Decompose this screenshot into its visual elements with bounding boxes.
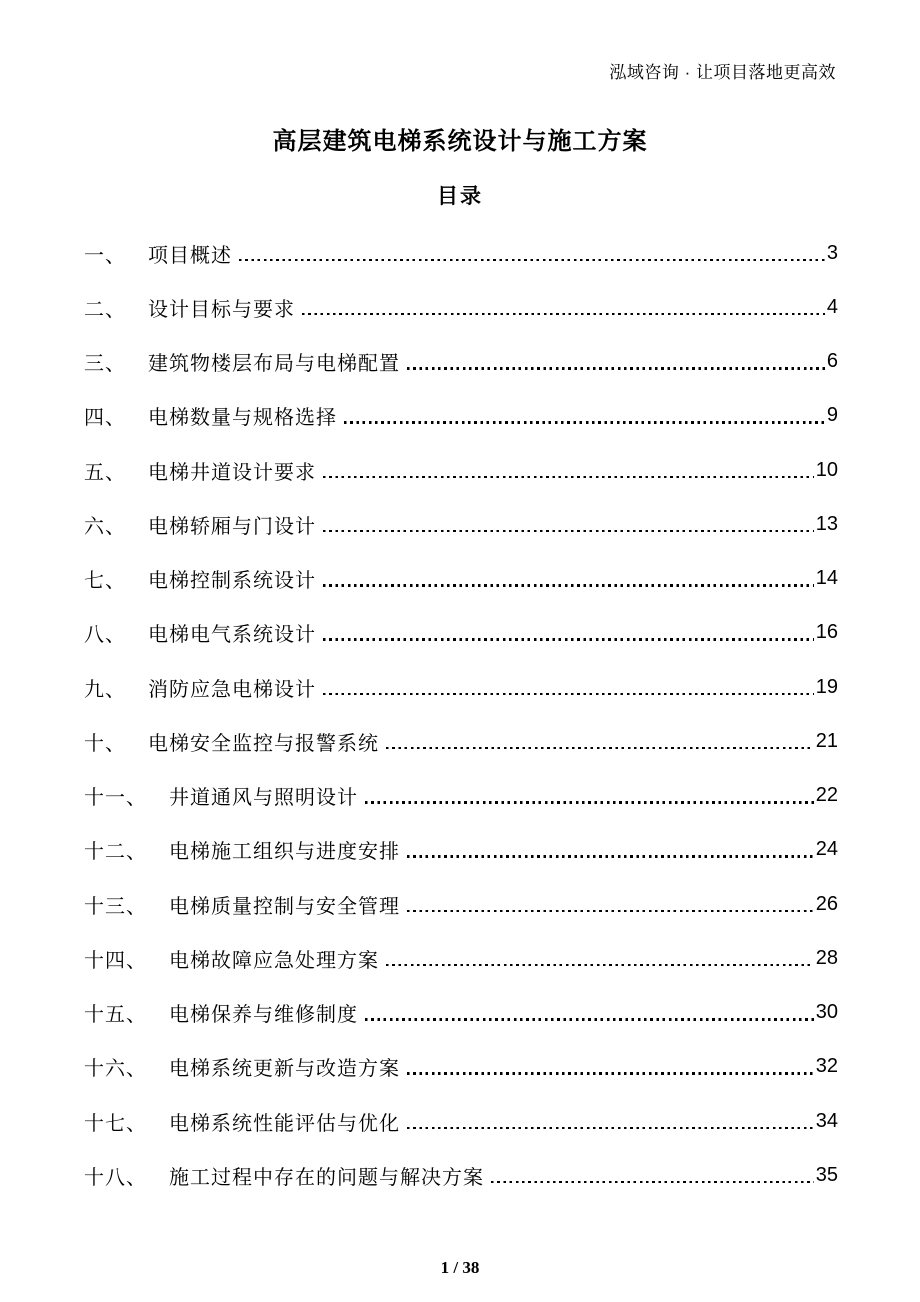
toc-entry-page: 26 (815, 892, 838, 915)
toc-entry-page: 22 (815, 784, 838, 807)
toc-dot-leader (323, 623, 814, 643)
toc-entry-title: 电梯轿厢与门设计 (148, 515, 316, 538)
toc-entry-page: 9 (826, 404, 838, 427)
toc-entry-page: 34 (815, 1109, 838, 1132)
toc-entry-page: 10 (815, 458, 838, 481)
toc-entry-title: 井道通风与照明设计 (169, 787, 358, 810)
toc-entry-title: 电梯电气系统设计 (148, 624, 316, 647)
toc-dot-leader (323, 514, 814, 534)
toc-entry-number: 十八、 (84, 1166, 147, 1189)
toc-entry-title: 设计目标与要求 (148, 298, 295, 321)
toc-entry-number: 七、 (84, 570, 126, 593)
toc-dot-leader (386, 731, 814, 751)
toc-entry-page: 13 (815, 512, 838, 535)
toc-entry[interactable] (84, 280, 838, 334)
toc-entry-title: 电梯质量控制与安全管理 (169, 895, 400, 918)
toc-dot-leader (491, 1165, 814, 1185)
toc-entry-page: 28 (815, 946, 838, 969)
toc-entry-number: 五、 (84, 461, 126, 484)
toc-dot-leader (407, 352, 825, 372)
toc-entry-title: 项目概述 (148, 244, 232, 267)
toc-dot-leader (386, 948, 814, 968)
toc-dot-leader (365, 786, 814, 806)
toc-entry-number: 二、 (84, 298, 126, 321)
toc-entry[interactable] (84, 714, 838, 768)
toc-entry-title: 施工过程中存在的问题与解决方案 (169, 1166, 484, 1189)
toc-dot-leader (365, 1003, 814, 1023)
page-number-indicator: 1 / 38 (440, 1258, 480, 1277)
toc-entry[interactable] (84, 660, 838, 714)
toc-heading: 目录 (437, 185, 483, 208)
toc-entry-page: 24 (815, 838, 838, 861)
toc-entry-number: 十一、 (84, 787, 147, 810)
toc-entry-page: 32 (815, 1055, 838, 1078)
toc-dot-leader (407, 894, 814, 914)
toc-entry-number: 四、 (84, 407, 126, 430)
toc-entry-number: 三、 (84, 353, 126, 376)
toc-entry-number: 十四、 (84, 949, 147, 972)
toc-entry-page: 3 (826, 241, 838, 264)
toc-dot-leader (302, 297, 825, 317)
toc-entry-number: 一、 (84, 244, 126, 267)
toc-entry-page: 4 (826, 295, 838, 318)
toc-entry-page: 14 (815, 567, 838, 590)
toc-dot-leader (407, 1111, 814, 1131)
toc-dot-leader (323, 569, 814, 589)
toc-entry-number: 十三、 (84, 895, 147, 918)
toc-entry-title: 电梯施工组织与进度安排 (169, 841, 400, 864)
toc-entry[interactable] (84, 226, 838, 280)
toc-entry-page: 35 (815, 1163, 838, 1186)
toc-entry[interactable] (84, 335, 838, 389)
header-brand-text: 泓域咨询 · 让项目落地更高效 (609, 63, 836, 82)
toc-entry[interactable] (84, 823, 838, 877)
toc-entry[interactable] (84, 443, 838, 497)
toc-entry-page: 21 (815, 729, 838, 752)
toc-entry-title: 电梯安全监控与报警系统 (148, 732, 379, 755)
toc-entry-number: 十七、 (84, 1112, 147, 1135)
toc-entry[interactable] (84, 389, 838, 443)
toc-entry-number: 十、 (84, 732, 126, 755)
toc-entry-title: 电梯故障应急处理方案 (169, 949, 379, 972)
toc-entry-title: 电梯数量与规格选择 (148, 407, 337, 430)
toc-entry[interactable] (84, 769, 838, 823)
toc-entry[interactable] (84, 931, 838, 985)
toc-entry-page: 16 (815, 621, 838, 644)
toc-entry[interactable] (84, 552, 838, 606)
toc-entry[interactable] (84, 986, 838, 1040)
toc-entry[interactable] (84, 1094, 838, 1148)
toc-entry-title: 电梯控制系统设计 (148, 570, 316, 593)
toc-entry-number: 九、 (84, 678, 126, 701)
toc-entry-number: 十五、 (84, 1004, 147, 1027)
toc-dot-leader (323, 677, 814, 697)
toc-entry-title: 电梯保养与维修制度 (169, 1004, 358, 1027)
toc-dot-leader (344, 406, 825, 426)
toc-entry-page: 6 (826, 350, 838, 373)
toc-entry[interactable] (84, 1040, 838, 1094)
toc-entry[interactable] (84, 1148, 838, 1202)
toc-entry-number: 六、 (84, 515, 126, 538)
toc-entry-number: 十六、 (84, 1058, 147, 1081)
toc-entry[interactable] (84, 606, 838, 660)
toc-entry-number: 八、 (84, 624, 126, 647)
toc-entry-title: 电梯系统性能评估与优化 (169, 1112, 400, 1135)
toc-entry-title: 电梯系统更新与改造方案 (169, 1058, 400, 1081)
toc-entry-number: 十二、 (84, 841, 147, 864)
toc-dot-leader (323, 460, 814, 480)
toc-dot-leader (239, 243, 825, 263)
toc-entry[interactable] (84, 497, 838, 551)
toc-list (84, 226, 838, 1203)
toc-entry[interactable] (84, 877, 838, 931)
toc-entry-title: 电梯井道设计要求 (148, 461, 316, 484)
toc-entry-title: 建筑物楼层布局与电梯配置 (148, 353, 400, 376)
toc-dot-leader (407, 1057, 814, 1077)
toc-entry-page: 30 (815, 1001, 838, 1024)
toc-dot-leader (407, 840, 814, 860)
toc-entry-title: 消防应急电梯设计 (148, 678, 316, 701)
toc-entry-page: 19 (815, 675, 838, 698)
document-title: 高层建筑电梯系统设计与施工方案 (272, 128, 648, 155)
